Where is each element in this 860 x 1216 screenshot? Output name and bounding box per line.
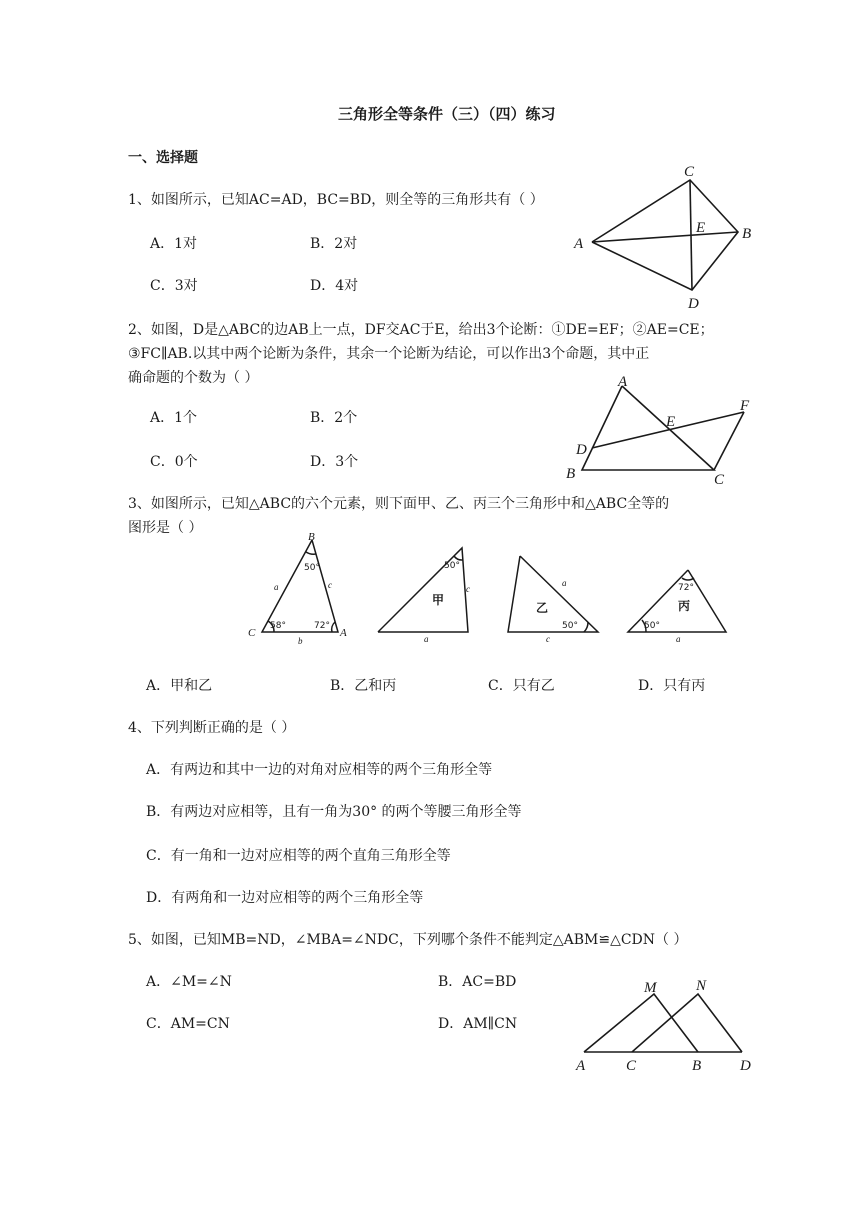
q5-option-c: C．AM=CN	[146, 1016, 230, 1032]
q3-triangle-jia	[376, 540, 476, 644]
q2-option-d: D．3个	[310, 454, 359, 470]
question-3-line2: 图形是（ ）	[128, 520, 203, 536]
section-heading: 一、选择题	[128, 150, 198, 166]
q3-abc-angle-b: 50°	[304, 563, 320, 573]
question-2-line3: 确命题的个数为（ ）	[128, 370, 259, 386]
q4-option-d: D．有两角和一边对应相等的两个三角形全等	[146, 890, 424, 906]
q5-label-n: N	[696, 978, 707, 994]
q1-label-c: C	[684, 164, 695, 180]
q2-label-e: E	[666, 414, 676, 430]
q1-option-d: D．4对	[310, 278, 359, 294]
q3-abc-side-b: b	[298, 636, 303, 646]
q3-yi-name: 乙	[536, 601, 549, 615]
q3-yi-side-a: a	[562, 578, 567, 588]
q5-label-m: M	[644, 980, 657, 996]
q5-figure	[570, 972, 770, 1078]
q3-bing-side-a: a	[676, 634, 681, 644]
q1-option-a: A．1对	[150, 236, 198, 252]
q2-label-c: C	[714, 472, 725, 488]
q3-option-c: C．只有乙	[488, 678, 555, 694]
q3-abc-side-c: c	[328, 580, 332, 590]
q2-option-b: B．2个	[310, 410, 358, 426]
q5-label-c: C	[626, 1058, 637, 1074]
q2-figure	[560, 374, 760, 486]
q3-yi-angle: 50°	[562, 621, 578, 631]
question-4-stem: 4、下列判断正确的是（ ）	[128, 720, 296, 736]
q3-triangle-bing	[626, 566, 730, 644]
q3-bing-name: 丙	[678, 599, 691, 613]
q3-option-a: A．甲和乙	[146, 678, 213, 694]
question-5-stem: 5、如图，已知MB=ND，∠MBA=∠NDC，下列哪个条件不能判定△ABM≌△CDN（ ）	[128, 932, 688, 948]
q3-abc-angle-c: 58°	[270, 621, 286, 631]
q2-option-a: A．1个	[150, 410, 198, 426]
q1-label-b: B	[742, 226, 752, 242]
q1-option-c: C．3对	[150, 278, 198, 294]
page-title: 三角形全等条件（三）（四）练习	[338, 105, 556, 123]
q3-abc-side-a: a	[274, 582, 279, 592]
q3-yi-side-c: c	[546, 634, 550, 644]
q3-bing-angle-top: 72°	[678, 583, 694, 593]
q3-abc-angle-a: 72°	[314, 621, 330, 631]
q3-triangle-abc	[246, 528, 356, 646]
q4-option-a: A．有两边和其中一边的对角对应相等的两个三角形全等	[146, 762, 493, 778]
q5-option-a: A．∠M=∠N	[146, 974, 232, 990]
q1-figure	[570, 160, 770, 320]
question-2-line1: 2、如图，D是△ABC的边AB上一点，DF交AC于E，给出3个论断：①DE=EF；②AE=CE；	[128, 322, 714, 338]
q3-abc-label-b: B	[308, 531, 315, 543]
q1-label-e: E	[696, 220, 706, 236]
q2-label-f: F	[740, 398, 750, 414]
q3-jia-angle: 50°	[444, 561, 460, 571]
q5-label-b: B	[692, 1058, 702, 1074]
q2-label-a: A	[618, 374, 628, 390]
q2-label-b: B	[566, 466, 576, 482]
q2-label-d: D	[576, 442, 587, 458]
q1-label-d: D	[688, 296, 699, 312]
q1-option-b: B．2对	[310, 236, 358, 252]
question-2-line2: ③FC∥AB.以其中两个论断为条件，其余一个论断为结论，可以作出3个命题，其中正	[128, 346, 650, 362]
q3-abc-label-c: C	[248, 627, 256, 639]
q4-option-c: C．有一角和一边对应相等的两个直角三角形全等	[146, 848, 451, 864]
question-1-stem: 1、如图所示，已知AC=AD，BC=BD，则全等的三角形共有（ ）	[128, 192, 544, 208]
q2-option-c: C．0个	[150, 454, 198, 470]
question-3-line1: 3、如图所示，已知△ABC的六个元素，则下面甲、乙、丙三个三角形中和△ABC全等的	[128, 496, 670, 512]
q3-bing-angle-left: 50°	[644, 621, 660, 631]
q5-option-b: B．AC=BD	[438, 974, 517, 990]
q3-triangle-yi	[506, 552, 606, 644]
q3-jia-name: 甲	[432, 593, 445, 607]
q3-jia-side-c: c	[466, 584, 470, 594]
q3-option-d: D．只有丙	[638, 678, 706, 694]
q3-jia-side-a: a	[424, 634, 429, 644]
q5-label-d: D	[740, 1058, 751, 1074]
q5-option-d: D．AM∥CN	[438, 1016, 518, 1032]
q4-option-b: B．有两边对应相等，且有一角为30° 的两个等腰三角形全等	[146, 804, 522, 820]
q3-abc-label-a: A	[340, 627, 347, 639]
q1-label-a: A	[574, 236, 584, 252]
q5-label-a: A	[576, 1058, 586, 1074]
q3-option-b: B．乙和丙	[330, 678, 397, 694]
